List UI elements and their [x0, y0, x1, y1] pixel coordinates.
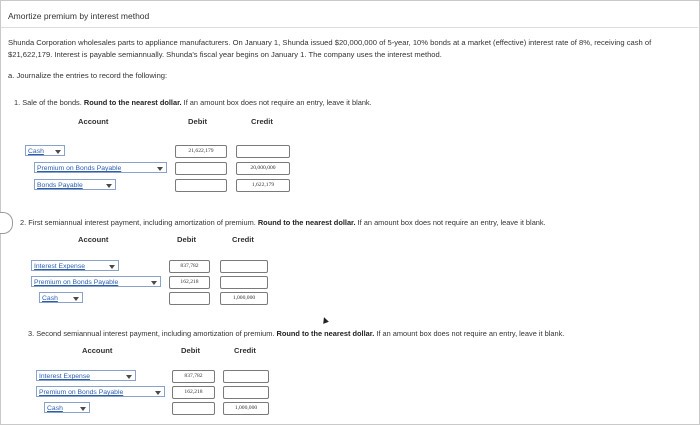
entry-1-row-1-account-select[interactable]: Cash — [25, 145, 65, 156]
entry-3-row-3-account-select[interactable]: Cash — [44, 402, 90, 413]
entry-2-row-3-credit-input[interactable]: 1,000,000 — [220, 292, 268, 305]
entry-2-row-1-debit-input[interactable]: 837,782 — [169, 260, 210, 273]
chevron-down-icon — [109, 265, 115, 269]
entry-2-credit-header: Credit — [232, 235, 254, 244]
entry-1-row-2-debit-input[interactable] — [175, 162, 227, 175]
entry-3-account-header: Account — [82, 346, 113, 355]
entry-1-row-3-debit-input[interactable] — [175, 179, 227, 192]
entry-2-row-1-credit-input[interactable] — [220, 260, 268, 273]
entry-3-prompt: 3. Second semiannual interest payment, including amortization of premium. Round to the nearest dollar. If an amount box does not require an entry, leave it blank. — [28, 329, 565, 338]
entry-2-row-3-account-select[interactable]: Cash — [39, 292, 83, 303]
chevron-down-icon — [126, 375, 132, 379]
entry-1-row-1-debit-input[interactable]: 21,622,179 — [175, 145, 227, 158]
entry-3-row-1-credit-input[interactable] — [223, 370, 269, 383]
chevron-down-icon — [80, 407, 86, 411]
entry-3-debit-header: Debit — [181, 346, 200, 355]
part-a-label: a. Journalize the entries to record the following: — [8, 71, 168, 80]
entry-2-debit-header: Debit — [177, 235, 196, 244]
entry-2-row-3-debit-input[interactable] — [169, 292, 210, 305]
entry-3-row-3-debit-input[interactable] — [172, 402, 215, 415]
entry-2-row-2-credit-input[interactable] — [220, 276, 268, 289]
problem-text: Shunda Corporation wholesales parts to appliance manufacturers. On January 1, Shunda issued $20,000,000 of 5-year, 10% bonds at a market (effective) interest rate of 8%, receiving cash of $21,622,179. Interest is payable semiannually. Shunda's fiscal year begins on January 1. The company uses the interest method. — [8, 38, 652, 59]
title-divider — [1, 27, 698, 28]
page-title: Amortize premium by interest method — [8, 11, 150, 21]
entry-1-row-3-account-select[interactable]: Bonds Payable — [34, 179, 116, 190]
chevron-down-icon — [55, 150, 61, 154]
entry-1-row-3-credit-input[interactable]: 1,622,179 — [236, 179, 290, 192]
entry-1-prompt: 1. Sale of the bonds. Round to the nearest dollar. If an amount box does not require an entry, leave it blank. — [14, 98, 372, 107]
entry-3-row-2-account-select[interactable]: Premium on Bonds Payable — [36, 386, 165, 397]
entry-1-credit-header: Credit — [251, 117, 273, 126]
chevron-down-icon — [73, 297, 79, 301]
entry-2-account-header: Account — [78, 235, 109, 244]
entry-3-row-1-account-select[interactable]: Interest Expense — [36, 370, 136, 381]
entry-3-row-1-debit-input[interactable]: 837,782 — [172, 370, 215, 383]
entry-3-credit-header: Credit — [234, 346, 256, 355]
chevron-down-icon — [157, 167, 163, 171]
entry-3-row-3-credit-input[interactable]: 1,000,000 — [223, 402, 269, 415]
entry-1-row-1-credit-input[interactable] — [236, 145, 290, 158]
chevron-down-icon — [151, 281, 157, 285]
entry-2-prompt: 2. First semiannual interest payment, including amortization of premium. Round to the nearest dollar. If an amount box does not require an entry, leave it blank. — [20, 218, 546, 227]
entry-2-row-2-account-select[interactable]: Premium on Bonds Payable — [31, 276, 161, 287]
entry-2-row-1-account-select[interactable]: Interest Expense — [31, 260, 119, 271]
chevron-down-icon — [155, 391, 161, 395]
entry-3-row-2-debit-input[interactable]: 162,218 — [172, 386, 215, 399]
entry-1-row-2-account-select[interactable]: Premium on Bonds Payable — [34, 162, 167, 173]
chevron-down-icon — [106, 184, 112, 188]
entry-2-row-2-debit-input[interactable]: 162,218 — [169, 276, 210, 289]
entry-1-account-header: Account — [78, 117, 109, 126]
entry-1-row-2-credit-input[interactable]: 20,000,000 — [236, 162, 290, 175]
entry-3-row-2-credit-input[interactable] — [223, 386, 269, 399]
entry-1-debit-header: Debit — [188, 117, 207, 126]
